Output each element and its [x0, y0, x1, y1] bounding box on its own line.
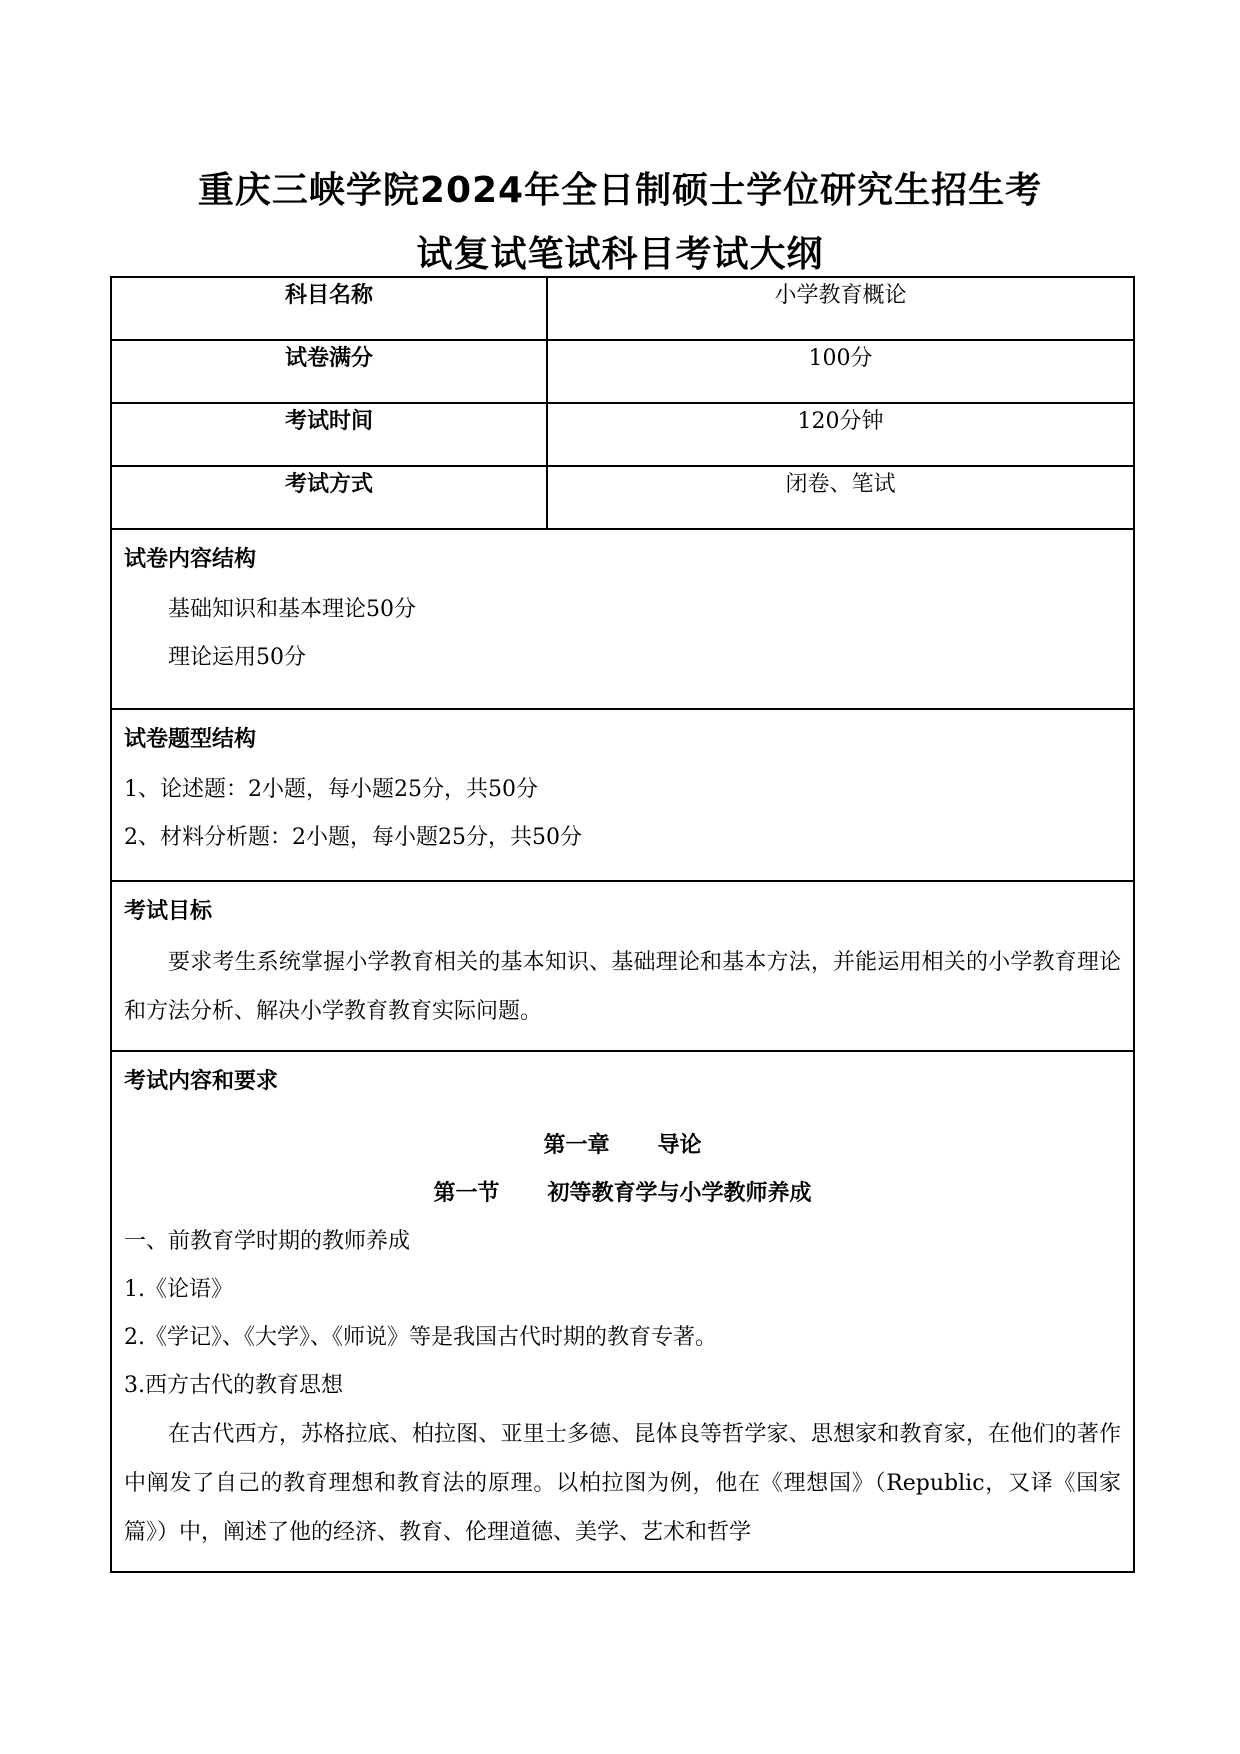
question-structure-section: [111, 709, 1134, 881]
objective-text: 要求考生系统掌握小学教育相关的基本知识、基础理论和基本方法，并能运用相关的小学教育理论和方法分析、解决小学教育教育实际问题。: [124, 950, 1121, 1024]
body-paragraph: 在古代西方，苏格拉底、柏拉图、亚里士多德、昆体良等哲学家、思想家和教育家，在他们的著作中阐发了自己的教育理想和教育法的原理。以柏拉图为例，他在《理想国》（Republic，又译《国家篇》）中，阐述了他的经济、教育、伦理道德、美学、艺术和哲学: [124, 1422, 1121, 1545]
content-structure-item: 理论运用50分: [168, 645, 306, 670]
list-item: 2.《学记》、《大学》、《师说》等是我国古代时期的教育专著。: [124, 1325, 717, 1350]
document-title-line-2: 试复试笔试科目考试大纲: [416, 234, 824, 275]
chapter-number: 第一章: [543, 1133, 610, 1158]
section-number: 第一节: [433, 1181, 500, 1206]
info-key: 科目名称: [111, 277, 547, 340]
section-heading: 试卷题型结构: [124, 727, 257, 752]
section-title: 初等教育学与小学教师养成: [547, 1181, 812, 1206]
info-key: 考试方式: [111, 466, 547, 529]
info-row-exam-mode: [111, 466, 1134, 529]
section-heading: 考试目标: [124, 899, 213, 924]
chapter-heading: [124, 1122, 1121, 1170]
section-subheading: [124, 1170, 1121, 1218]
info-value: 100分: [547, 340, 1134, 403]
info-key: 考试时间: [111, 403, 547, 466]
requirements-section: [111, 1051, 1134, 1572]
list-item: 1.《论语》: [124, 1277, 233, 1302]
list-item: 3.西方古代的教育思想: [124, 1373, 343, 1398]
info-row-duration: [111, 403, 1134, 466]
info-row-full-score: [111, 340, 1134, 403]
chapter-title: 导论: [657, 1133, 702, 1158]
info-value: 120分钟: [547, 403, 1134, 466]
content-structure-item: 基础知识和基本理论50分: [168, 597, 416, 622]
info-key: 试卷满分: [111, 340, 547, 403]
info-row-subject: [111, 277, 1134, 340]
section-heading: 考试内容和要求: [124, 1069, 279, 1094]
info-value: 闭卷、笔试: [547, 466, 1134, 529]
section-heading: 试卷内容结构: [124, 547, 257, 572]
subsection-heading: 一、前教育学时期的教师养成: [124, 1229, 411, 1254]
document-title-line-1: 重庆三峡学院2024年全日制硕士学位研究生招生考: [197, 170, 1043, 211]
question-structure-item: 2、材料分析题：2小题，每小题25分，共50分: [124, 825, 582, 850]
exam-outline-table: [110, 276, 1135, 1573]
objective-section: [111, 881, 1134, 1051]
info-value: 小学教育概论: [547, 277, 1134, 340]
content-structure-section: [111, 529, 1134, 709]
question-structure-item: 1、论述题：2小题，每小题25分，共50分: [124, 777, 538, 802]
